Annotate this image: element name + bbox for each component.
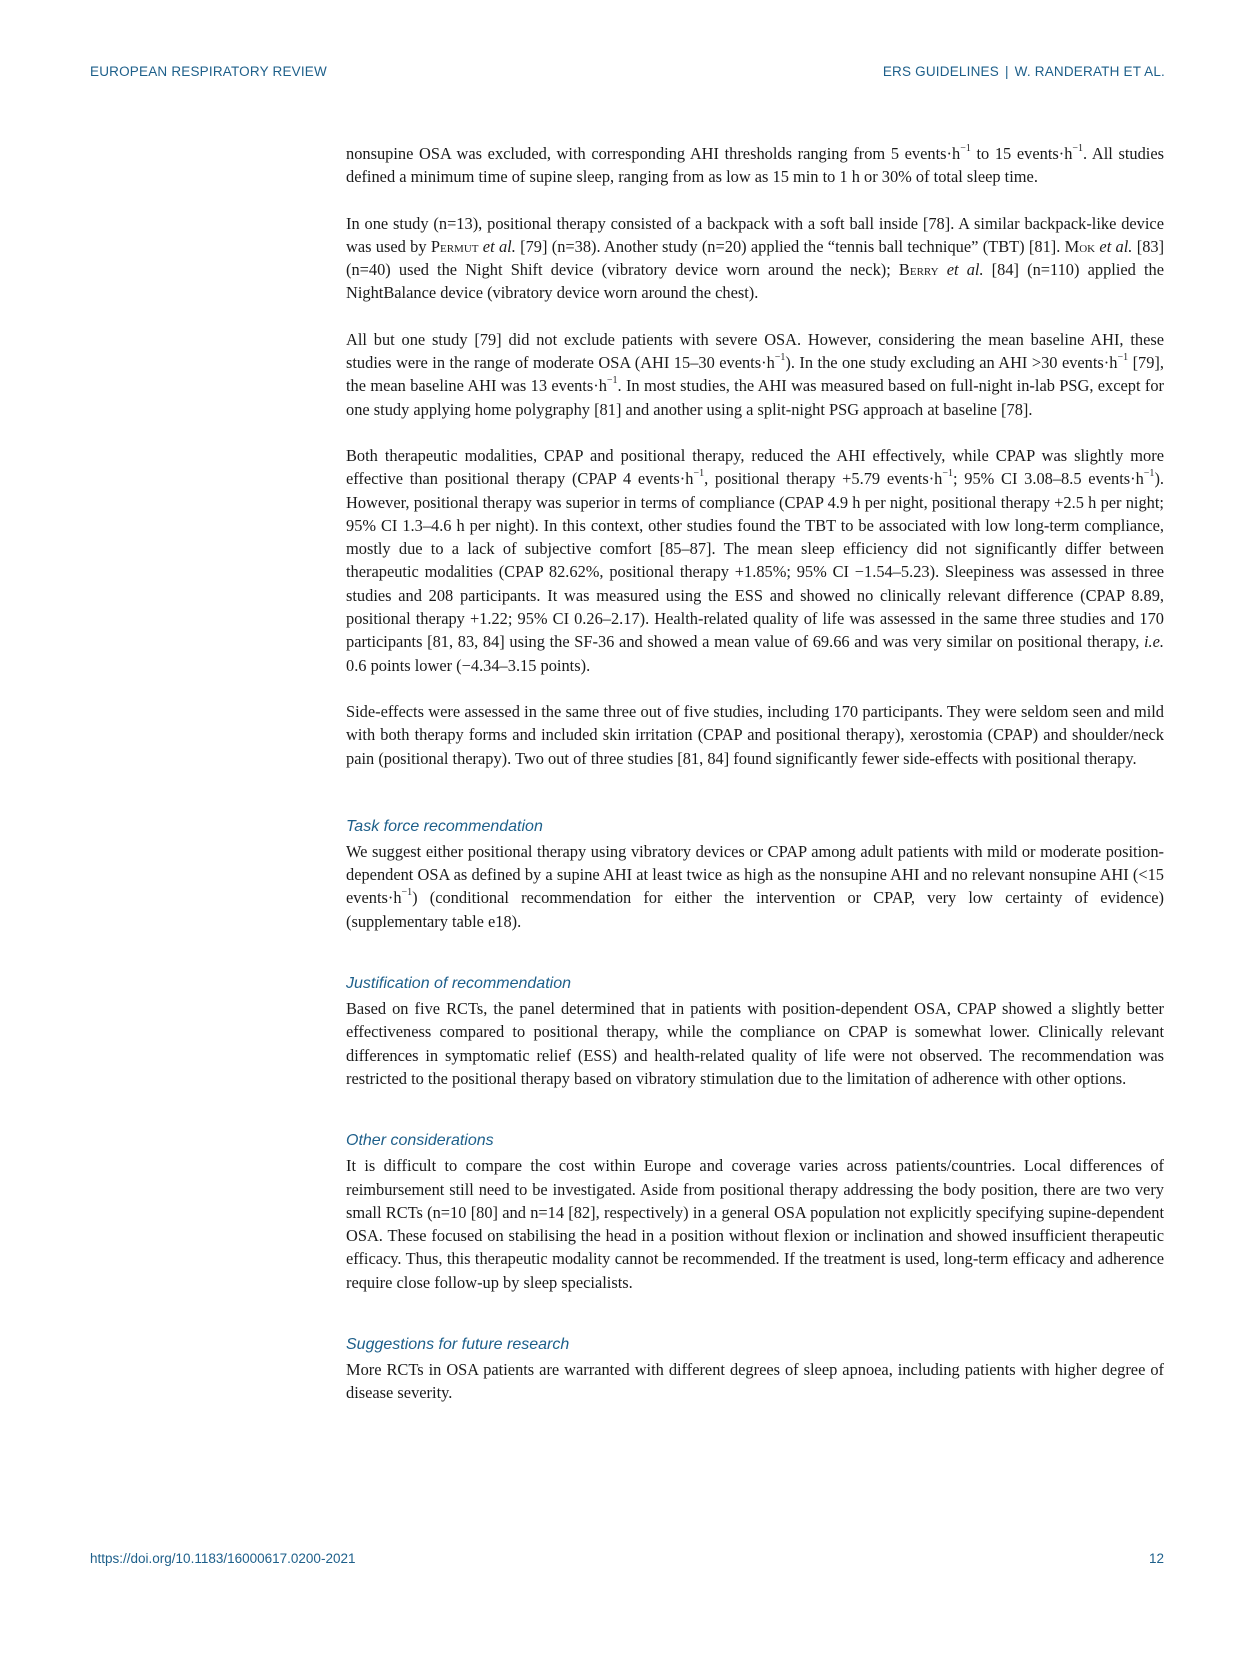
body-text	[346, 142, 1164, 1428]
et-al: et al.	[938, 260, 984, 280]
journal-name: EUROPEAN RESPIRATORY REVIEW	[90, 64, 327, 79]
text-run: All but one study [79] did not exclude patients with severe OSA. However, considering the mean baseline AHI, these studies were in the range of moderate OSA (AHI 15–30 events·h	[346, 329, 1164, 373]
et-al: et al.	[478, 236, 516, 256]
text-run: We suggest either positional therapy using vibratory devices or CPAP among adult patients with mild or moderate position-dependent OSA as defined by a supine AHI at least twice as high as the nonsupine AHI and no relevant nonsupine AHI (<15 events·h	[346, 841, 1164, 908]
paragraph-1	[346, 142, 1164, 189]
paragraph-justification: Based on five RCTs, the panel determined that in patients with position-dependent OSA, CPAP showed a slightly better effectiveness compared to positional therapy, while the compliance on CPAP is somewhat lower. Clinically relevant differences in symptomatic relief (ESS) and health-related quality of life were not observed. The recommendation was restricted to the positional therapy based on vibratory stimulation due to the limitation of adherence with other options.	[346, 999, 1164, 1088]
author-label: W. RANDERATH ET AL.	[1014, 64, 1165, 79]
superscript: −1	[960, 142, 971, 154]
text-run: . In most studies, the AHI was measured based on full-night in-lab PSG, except for one study applying home polygraphy [81] and another using a split-night PSG approach at baseline [78].	[346, 376, 1164, 419]
superscript: −1	[1143, 467, 1155, 479]
text-run: [79] (n=38). Another study (n=20) applied the “tennis ball technique” (TBT) [81].	[515, 236, 1065, 256]
heading-other-considerations: Other considerations	[346, 1132, 494, 1150]
ie-abbrev: i.e.	[1143, 632, 1164, 652]
et-al: et al.	[1095, 236, 1133, 256]
text-run: ). In the one study excluding an AHI >30 events·h	[785, 353, 1118, 373]
text-run: . All studies defined a minimum time of supine sleep, ranging from as low as 15 min to 1 h or 30% of total sleep time.	[346, 144, 1164, 187]
paragraph-5: Side-effects were assessed in the same three out of five studies, including 170 participants. They were seldom seen and mild with both therapy forms and included skin irritation (CPAP and positional therapy), xerostomia (CPAP) and shoulder/neck pain (positional therapy). Two out of three studies [81, 84] found significantly fewer side-effects with positional therapy.	[346, 701, 1164, 768]
superscript: −1	[401, 886, 413, 898]
author-name: Berry	[898, 260, 939, 280]
text-run: , positional therapy +5.79 events·h	[704, 469, 943, 489]
header-separator: |	[1004, 64, 1009, 79]
paragraph-2	[346, 212, 1164, 305]
paragraph-task-force	[346, 840, 1164, 933]
paragraph-3	[346, 328, 1164, 421]
text-run: [84] (n=110) applied the NightBalance device (vibratory device worn around the chest).	[346, 260, 1164, 303]
heading-justification: Justification of recommendation	[346, 975, 571, 993]
author-name: Mok	[1064, 236, 1096, 256]
superscript: −1	[774, 351, 786, 363]
heading-task-force: Task force recommendation	[346, 817, 543, 835]
superscript: −1	[693, 467, 705, 479]
text-run: ) (conditional recommendation for either the intervention or CPAP, very low certainty of evidence) (supplementary table e18).	[346, 888, 1164, 931]
running-head-right	[883, 64, 1165, 79]
paragraph-other-considerations: It is difficult to compare the cost within Europe and coverage varies across patients/countries. Local differences of reimbursement still need to be investigated. Aside from positional therapy addressing the body position, there are two very small RCTs (n=10 [80] and n=14 [82], respectively) in a general OSA population not explicitly specifying supine-dependent OSA. These focused on stabilising the head in a position without flexion or inclination and showed insufficient therapeutic efficacy. Thus, this therapeutic modality cannot be recommended. If the treatment is used, long-term efficacy and adherence require close follow-up by sleep specialists.	[346, 1156, 1164, 1292]
section-label: ERS GUIDELINES	[882, 64, 999, 79]
superscript: −1	[1072, 142, 1084, 154]
text-run: 0.6 points lower (−4.34–3.15 points).	[346, 655, 591, 675]
heading-future-research: Suggestions for future research	[346, 1335, 570, 1353]
superscript: −1	[1117, 351, 1129, 363]
superscript: −1	[942, 467, 953, 479]
text-run: to 15 events·h	[970, 144, 1073, 163]
author-name: Permut	[430, 236, 479, 256]
paragraph-4	[346, 444, 1164, 677]
text-run: In one study (n=13), positional therapy consisted of a backpack with a soft ball inside [78]. A similar backpack-like device was used by	[346, 213, 1164, 256]
paragraph-future-research: More RCTs in OSA patients are warranted with different degrees of sleep apnoea, including patients with higher degree of disease severity.	[346, 1359, 1164, 1403]
superscript: −1	[606, 374, 618, 386]
text-run: ; 95% CI 3.08–8.5 events·h	[953, 469, 1144, 489]
text-run: [79], the mean baseline AHI was 13 events·h	[346, 353, 1164, 396]
page-number: 12	[1148, 1551, 1164, 1566]
text-run: [83] (n=40) used the Night Shift device (vibratory device worn around the neck);	[346, 236, 1165, 280]
text-run: ). However, positional therapy was superior in terms of compliance (CPAP 4.9 h per night, positional therapy +2.5 h per night; 95% CI 1.3–4.6 h per night). In this context, other studies found the TBT to be associated with low long-term compliance, mostly due to a lack of subjective comfort [85–87]. The mean sleep efficiency did not significantly differ between therapeutic modalities (CPAP 82.62%, positional therapy +1.85%; 95% CI −1.54–5.23). Sleepiness was assessed in three studies and 208 participants. It was measured using the ESS and showed no clinically relevant difference (CPAP 8.89, positional therapy +1.22; 95% CI 0.26–2.17). Health-related quality of life was assessed in the same three studies and 170 participants [81, 83, 84] using the SF-36 and showed a mean value of 69.66 and was very similar on positional therapy,	[346, 469, 1164, 652]
text-run: Both therapeutic modalities, CPAP and positional therapy, reduced the AHI effectively, while CPAP was slightly more effective than positional therapy (CPAP 4 events·h	[346, 445, 1164, 489]
text-run: nonsupine OSA was excluded, with corresponding AHI thresholds ranging from 5 events·h	[346, 144, 961, 163]
doi-link[interactable]: https://doi.org/10.1183/16000617.0200-2021	[90, 1551, 356, 1566]
